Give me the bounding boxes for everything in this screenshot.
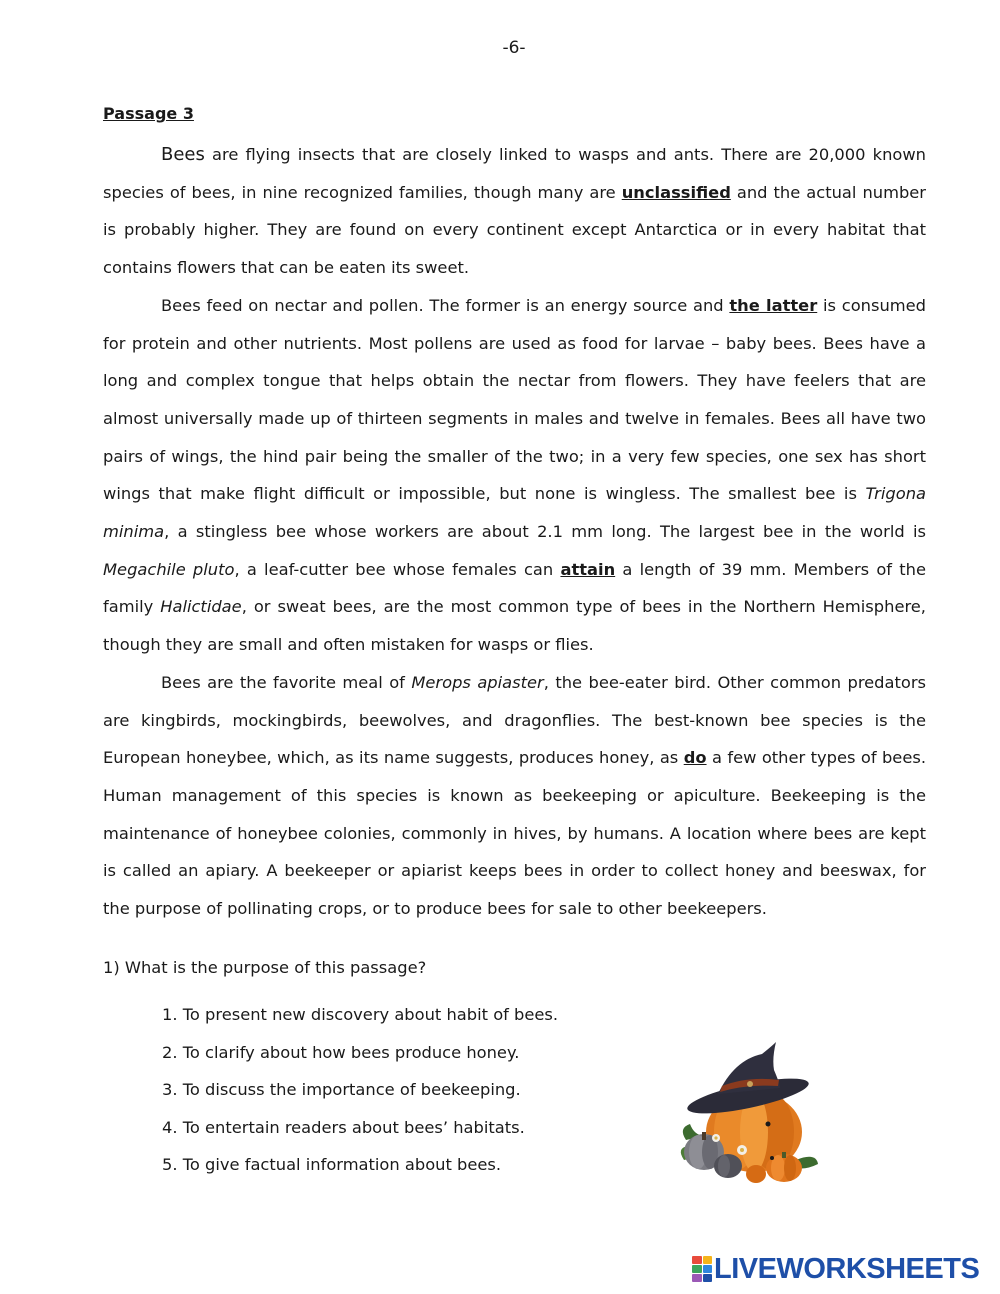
answer-option[interactable]: 3. To discuss the importance of beekeeping. (162, 1080, 521, 1099)
text-span: a length of 39 mm. Members of the family (103, 559, 926, 617)
logo-text: LIVEWORKSHEETS (714, 1252, 980, 1285)
answer-option[interactable]: 2. To clarify about how bees produce honey. (162, 1042, 520, 1062)
logo-square (692, 1256, 702, 1264)
text-span: Bees feed on nectar and pollen. The former is an energy source and (161, 295, 730, 315)
passage-body (103, 136, 926, 928)
text-span: , the bee-eater bird. Other common predators are kingbirds, mockingbirds, beewolves, and dragonflies. The best-known bee species is the European honeybee, which, as its name suggests, produces honey, as (103, 672, 927, 768)
text-span: are flying insects that are closely linked to wasps and ants. There are 20,000 known species of bees, in nine recognized families, though many are (103, 145, 926, 202)
key-word-do: do (683, 748, 707, 768)
text-span: a few other types of bees. Human management of this species is known as beekeeping or apiculture. Beekeeping is the maintenance of honeybee colonies, commonly in hives, by humans. A location where bees are kept is called an apiary. A beekeeper or apiarist keeps bees in order to collect honey and beeswax, for the purpose of pollinating crops, or to produce bees for sale to other beekeepers. (103, 748, 926, 919)
text-span: , a stingless bee whose workers are about 2.1 mm long. The largest bee in the world is (164, 522, 926, 542)
species-name-merops: Merops apiaster (411, 672, 544, 692)
answer-option[interactable]: 5. To give factual information about bees. (162, 1155, 502, 1174)
answer-options (162, 996, 558, 1184)
logo-square (692, 1274, 702, 1282)
page-number: -6- (502, 38, 526, 58)
text-span: is consumed for protein and other nutrients. Most pollens are used as food for larvae – baby bees. Bees have a long and complex tongue that helps obtain the nectar from flowers. They have feelers that are almost universally made up of thirteen segments in males and twelve in females. Bees all have two pairs of wings, the hind pair being the smaller of the two; in a very few species, one sex has short wings that make flight difficult or impossible, but none is wingless. The smallest bee is (103, 295, 926, 504)
key-word-attain: attain (560, 559, 616, 579)
pumpkin-witch-hat-icon (676, 1040, 826, 1190)
species-name-megachile: Megachile pluto (103, 559, 235, 579)
logo-square (703, 1256, 713, 1264)
family-name-halictidae: Halictidae (160, 597, 242, 617)
logo-square (703, 1265, 713, 1273)
question-text: 1) What is the purpose of this passage? (103, 958, 427, 977)
logo-square (703, 1274, 713, 1282)
text-span: , or sweat bees, are the most common type of bees in the Northern Hemisphere, though they are small and often mistaken for wasps or flies. (103, 597, 926, 655)
logo-square (692, 1265, 702, 1273)
text-span: , a leaf-cutter bee whose females can (234, 559, 561, 579)
logo-mark-icon (692, 1256, 712, 1282)
paragraph-1 (103, 136, 926, 287)
liveworksheets-logo (692, 1252, 979, 1286)
text-span: and the actual number is probably higher. They are found on every continent except Antarctica or in every habitat that contains flowers that can be eaten its sweet. (103, 182, 926, 278)
key-word-the-latter: the latter (729, 295, 818, 315)
answer-option[interactable]: 4. To entertain readers about bees’ habitats. (162, 1117, 525, 1137)
text-span: Bees are the favorite meal of (161, 672, 412, 692)
species-name-trigona: Trigona minima (103, 484, 926, 542)
passage-title: Passage 3 (103, 104, 194, 123)
paragraph-3 (103, 664, 926, 928)
key-word-unclassified: unclassified (621, 182, 731, 202)
answer-option[interactable]: 1. To present new discovery about habit of bees. (162, 1005, 559, 1024)
paragraph-2 (103, 287, 926, 664)
first-word: Bees (161, 144, 205, 165)
